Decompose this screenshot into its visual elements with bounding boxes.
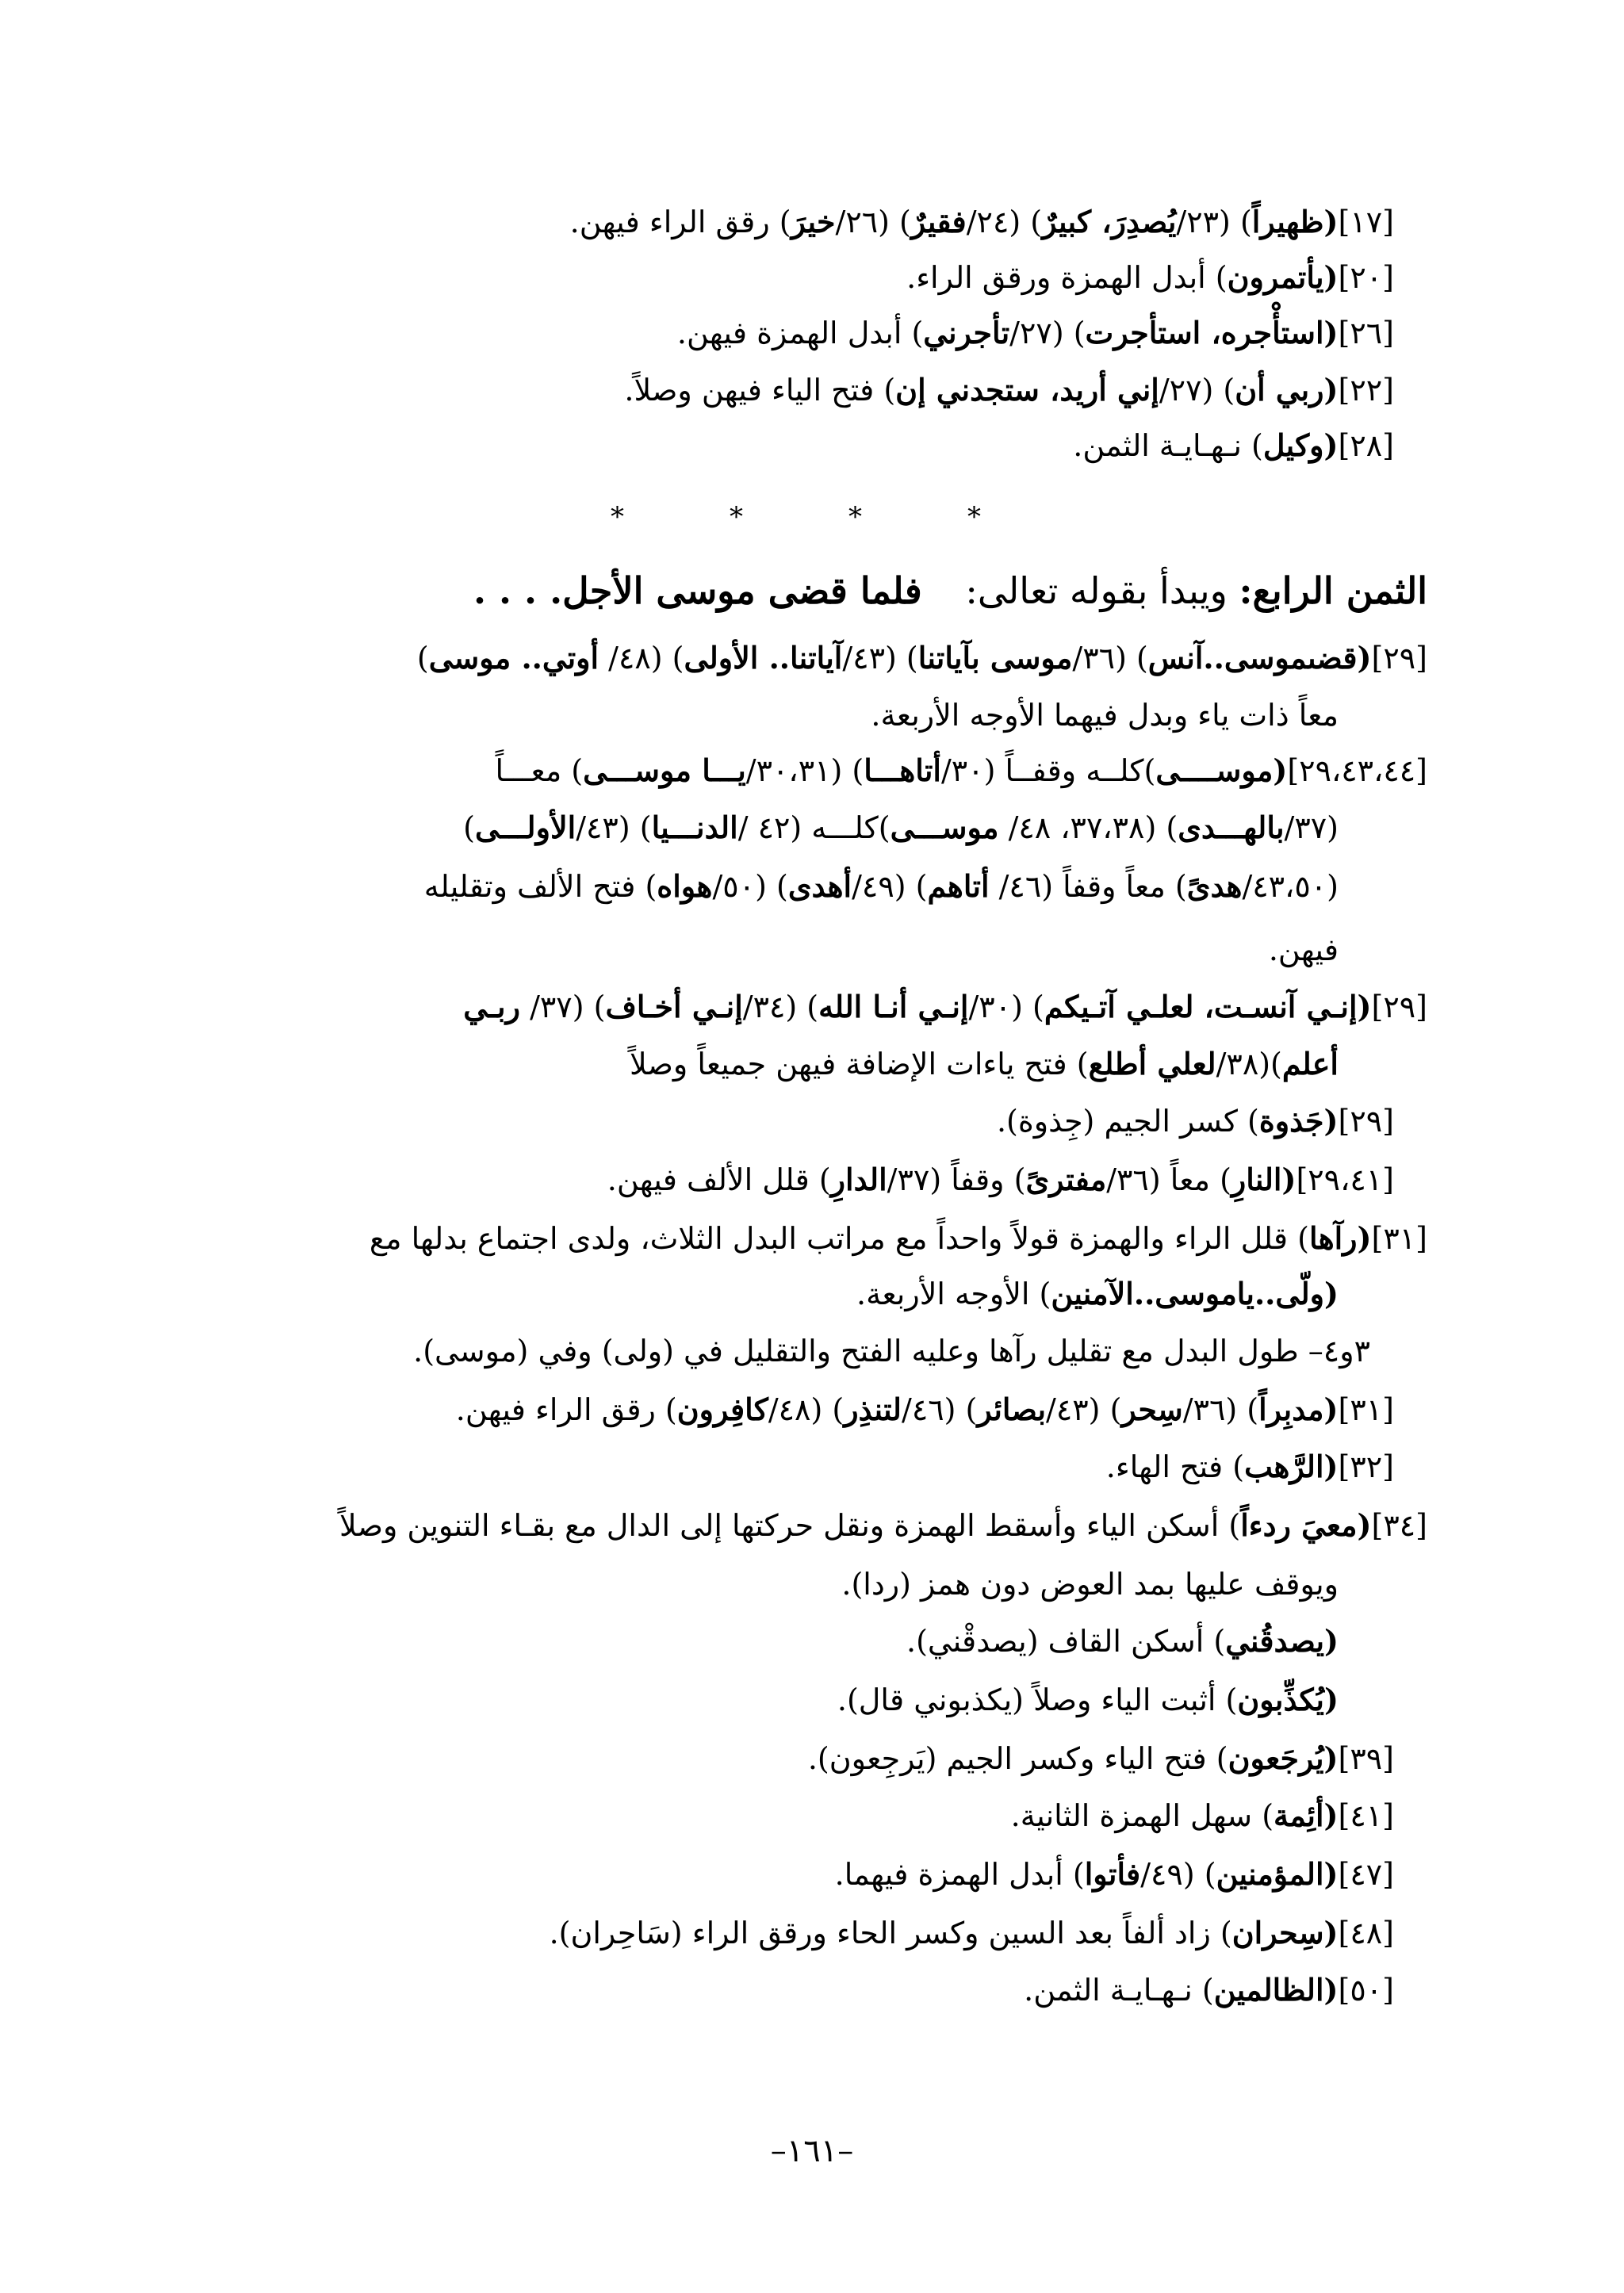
quranic-word: بالهـــدى — [1178, 810, 1285, 845]
verse-ref: [٢٩] — [1338, 1104, 1394, 1139]
verse-ref: [٢٦] — [1338, 316, 1394, 350]
text-line — [197, 802, 1339, 853]
note-text: )كلـــه (٤٢ / — [737, 810, 891, 845]
text-line — [197, 1500, 1427, 1551]
note-text: ) (٢٣/ — [1176, 205, 1252, 239]
verse-ref: [٢٨] — [1338, 428, 1394, 463]
note-text: (٣٧/ — [1284, 810, 1339, 845]
quranic-word: (المؤمنين — [1216, 1856, 1339, 1892]
quranic-word: فأتوا — [1084, 1856, 1141, 1892]
heading-label: الثمن الرابع: — [1239, 569, 1427, 612]
quranic-word: خيرَ — [791, 204, 836, 239]
quranic-word: (الظالمين — [1213, 1972, 1339, 2008]
verse-ref: [٢٩،٤٣،٤٤] — [1287, 753, 1427, 788]
note-text: ) فتح الهاء. — [1105, 1449, 1245, 1484]
quranic-word: (موســــى — [1155, 752, 1288, 788]
note-text: ) أبدل الهمزة ورقق الراء. — [906, 260, 1228, 295]
quranic-word: آياتنا.. الأولى — [684, 640, 843, 676]
quranic-word: موســـى — [890, 810, 999, 845]
text-line — [197, 982, 1427, 1032]
quranic-word: (النارِ — [1231, 1162, 1297, 1197]
note-text: )(٣٨/ — [1216, 1047, 1282, 1081]
quranic-word: أهدى — [787, 868, 852, 904]
verse-ref: [١٧] — [1338, 205, 1394, 239]
separator-stars — [0, 501, 1624, 541]
quranic-word: (ظهيراً — [1251, 204, 1339, 239]
quranic-word: الأولـــى — [474, 810, 576, 845]
verse-ref: [٢٠] — [1338, 260, 1394, 295]
quranic-word: (إنـي آنسـت، لعلـي آتـيكم — [1044, 989, 1372, 1024]
quranic-word: (ولّى..ياموسى..الآمنين — [1051, 1276, 1339, 1311]
note-text: ) (٤٩/ — [852, 869, 928, 904]
verse-ref: [٢٩] — [1371, 990, 1427, 1024]
quranic-word: موسى بآياتنا — [917, 640, 1073, 676]
note-text: ) رقق الراء فيهن. — [455, 1392, 677, 1427]
text-line — [808, 1733, 1394, 1784]
quranic-word: إنـي أنـا الله — [818, 989, 969, 1024]
note-text: ) قلل الألف فيهن. — [607, 1162, 831, 1197]
text-line — [197, 633, 1427, 683]
quranic-word: هواه — [657, 868, 713, 904]
text-line — [570, 197, 1394, 247]
quranic-word: لعلي أطلع — [1088, 1046, 1216, 1081]
note-text: معاً ذات ياء وبدل فيهما الأوجه الأربعة. — [871, 698, 1339, 733]
page-number: –١٦١– — [770, 2133, 854, 2169]
quranic-word: أتاهـــا — [864, 752, 941, 788]
note-text: (٤٣،٥٠/ — [1242, 869, 1339, 904]
verse-ref: [٣٤] — [1371, 1508, 1427, 1543]
note-text: ) نـهـايـة الثمن. — [1024, 1973, 1214, 2008]
verse-ref: [٤٨] — [1338, 1916, 1394, 1950]
note-text: ) (٣٦/ — [1182, 1392, 1259, 1427]
text-line — [997, 1096, 1394, 1146]
quranic-word: كافِرون — [676, 1391, 768, 1427]
text-line — [197, 1039, 1339, 1089]
verse-ref: [٣١] — [1371, 1221, 1427, 1256]
separator-star: * — [967, 501, 981, 533]
quranic-word: (قضىموسى..آنس — [1147, 640, 1372, 676]
note-text: ) فتح الياء وكسر الجيم (يَرجِعون). — [807, 1741, 1228, 1776]
quranic-word: (يُرجَعون — [1228, 1740, 1339, 1776]
text-line — [456, 1384, 1394, 1435]
note-text: فيهن. — [1268, 932, 1339, 967]
verse-ref: [٥٠] — [1338, 1973, 1394, 2008]
quranic-word: (رآها — [1309, 1220, 1372, 1256]
note-text: ) (٤٣/ — [1046, 1392, 1122, 1427]
note-text: ) وقفاً (٣٧/ — [887, 1162, 1026, 1197]
verse-ref: [٣٢] — [1338, 1449, 1394, 1484]
note-text: ) أسكن القاف (يصدقْني). — [906, 1624, 1226, 1659]
note-text: ) (٣٧/ — [519, 990, 606, 1024]
text-line — [413, 1326, 1370, 1376]
quranic-word: أعلم — [1281, 1046, 1339, 1081]
note-text: ) زاد ألفاً بعد السين وكسر الحاء ورقق الراء (سَاحِران). — [549, 1916, 1232, 1950]
note-text: ) (٤٨/ — [599, 641, 684, 676]
note-text: ) (٣٦/ — [1072, 641, 1148, 676]
note-text: ) (٤٣/ — [576, 810, 652, 845]
text-line — [1073, 420, 1394, 471]
note-text: ) أثبت الياء وصلاً (يكذبوني قال). — [837, 1682, 1238, 1717]
text-line — [1106, 1441, 1394, 1492]
note-text: ) (٢٦/ — [835, 205, 911, 239]
note-text: ) الأوجه الأربعة. — [856, 1277, 1051, 1311]
note-text: ٣و٤– طول البدل مع تقليل رآها وعليه الفتح والتقليل في (ولى) وفي (موسى). — [413, 1334, 1370, 1369]
note-text: ) نـهـايـة الثمن. — [1073, 428, 1263, 463]
separator-star: * — [848, 501, 862, 533]
heading-intro: ويبدأ بقوله تعالى: — [965, 569, 1228, 612]
verse-ref: [٤٧] — [1338, 1857, 1394, 1892]
quranic-word: الدنـــيا — [651, 810, 738, 845]
quranic-word: تأجرني — [923, 315, 1010, 350]
text-line — [197, 861, 1339, 912]
note-text: ويوقف عليها بمد العوض دون همز (ردا). — [841, 1567, 1339, 1602]
note-text: ) (٣٤/ — [742, 990, 819, 1024]
text-line — [197, 745, 1427, 796]
quranic-word: (الرَّهب — [1244, 1449, 1339, 1484]
quranic-word: ربـي — [463, 989, 520, 1024]
verse-ref: [٢٢] — [1338, 373, 1394, 408]
text-line — [835, 1849, 1394, 1900]
quranic-word: (وكيل — [1262, 427, 1339, 463]
quranic-word: (أئِمة — [1274, 1797, 1339, 1833]
note-text: ) (٥٠/ — [712, 869, 788, 904]
quranic-word: (سِحران — [1231, 1915, 1339, 1950]
quranic-word: هدىً — [1186, 868, 1243, 904]
note-text: ) (٤٨/ — [768, 1392, 845, 1427]
note-text: ) (٤٣/ — [842, 641, 918, 676]
quranic-word: (استأْجره، استأجرت — [1085, 315, 1339, 350]
note-text: ) رقق الراء فيهن. — [569, 205, 791, 239]
quranic-word: أتاهم — [927, 868, 990, 904]
note-text: ) سهل الهمزة الثانية. — [1010, 1798, 1274, 1833]
quranic-word: (ربي أن — [1235, 372, 1339, 408]
quranic-word: أوتي.. موسى — [428, 640, 599, 676]
note-text: ) (٢٧/ — [1159, 373, 1235, 408]
note-text: ) (٢٧/ — [1009, 316, 1086, 350]
heading-quote: فلما قضى موسى الأجل. . . . — [473, 569, 922, 612]
text-line — [550, 1908, 1394, 1958]
text-line — [197, 1675, 1339, 1725]
quranic-word: مفترىً — [1025, 1162, 1107, 1197]
quranic-word: (مدبِراً — [1258, 1391, 1339, 1427]
separator-star: * — [730, 501, 743, 533]
quranic-word: لتنذِر — [844, 1391, 902, 1427]
note-text: ) أبدل الهمزة فيهن. — [676, 316, 924, 350]
quranic-word: بصائر — [977, 1391, 1047, 1427]
text-line — [607, 1154, 1394, 1205]
quranic-word: (معيَ ردءاً — [1240, 1507, 1372, 1543]
text-line — [906, 252, 1394, 303]
note-text: ) فتح ياءات الإضافة فيهن جميعاً وصلاً — [629, 1047, 1089, 1081]
note-text: ) فتح الياء فيهن وصلاً. — [624, 373, 896, 408]
note-text: ) (٤٦/ — [902, 1392, 978, 1427]
note-text: ) (٢٤/ — [966, 205, 1043, 239]
note-text: ) (٣٧،٣٨، ٤٨/ — [998, 810, 1178, 845]
note-text: ) (٣٠/ — [968, 990, 1044, 1024]
note-text: )كلــه وقفــاً (٣٠/ — [940, 753, 1156, 788]
quranic-word: فقيرٌ — [910, 204, 967, 239]
note-text: ) أبدل الهمزة فيهما. — [834, 1857, 1085, 1892]
text-line — [197, 1559, 1339, 1610]
text-line — [197, 1269, 1339, 1319]
text-line — [197, 1616, 1339, 1667]
verse-ref: [٢٩،٤١] — [1296, 1162, 1394, 1197]
note-text: ) أسكن الياء وأسقط الهمزة ونقل حركتها إلى الدال مع بقـاء التنوين وصلاً — [339, 1508, 1241, 1543]
text-line — [1024, 1965, 1394, 2015]
section-heading — [473, 563, 1427, 618]
quranic-word: الدارِ — [830, 1162, 887, 1197]
verse-ref: [٣١] — [1338, 1392, 1394, 1427]
verse-ref: [٢٩] — [1371, 641, 1427, 676]
quranic-word: (جَذوة — [1258, 1103, 1339, 1139]
text-line — [197, 924, 1339, 975]
note-text: ) معاً (٣٦/ — [1106, 1162, 1231, 1197]
note-text: ) معاً وقفاً (٤٦/ — [989, 869, 1187, 904]
note-text: ) فتح الألف وتقليله — [423, 869, 657, 904]
separator-star: * — [611, 501, 624, 533]
quranic-word: إنـي أخـاف — [605, 989, 743, 1024]
text-line — [1011, 1790, 1394, 1841]
quranic-word: يـــا موســـى — [583, 752, 746, 788]
note-text: ) معـــاً — [495, 753, 584, 788]
note-text: ) قلل الراء والهمزة قولاً واحداً مع مراتب البدل الثلاث، ولدى اجتماع بدلها مع — [369, 1221, 1309, 1256]
verse-ref: [٤١] — [1338, 1798, 1394, 1833]
text-line — [624, 365, 1394, 415]
verse-ref: [٣٩] — [1338, 1741, 1394, 1776]
note-text: ) — [416, 641, 429, 676]
note-text: ) — [463, 810, 475, 845]
text-line — [197, 1213, 1427, 1264]
quranic-word: سِحر — [1121, 1391, 1183, 1427]
note-text: ) (٤٩/ — [1140, 1857, 1216, 1892]
note-text: ) كسر الجيم (جِذوة). — [996, 1104, 1259, 1139]
quranic-word: (يُكذِّبون — [1237, 1682, 1339, 1717]
text-line — [677, 308, 1394, 358]
quranic-word: (يأتمرون — [1227, 259, 1339, 295]
text-line — [197, 690, 1339, 741]
quranic-word: إني أريد، ستجدني إن — [895, 372, 1159, 408]
note-text: ) (٣٠،٣١/ — [745, 753, 864, 788]
quranic-word: يُصدِرَ، كبيرٌ — [1042, 204, 1177, 239]
quranic-word: (يصدقُني — [1225, 1623, 1339, 1659]
